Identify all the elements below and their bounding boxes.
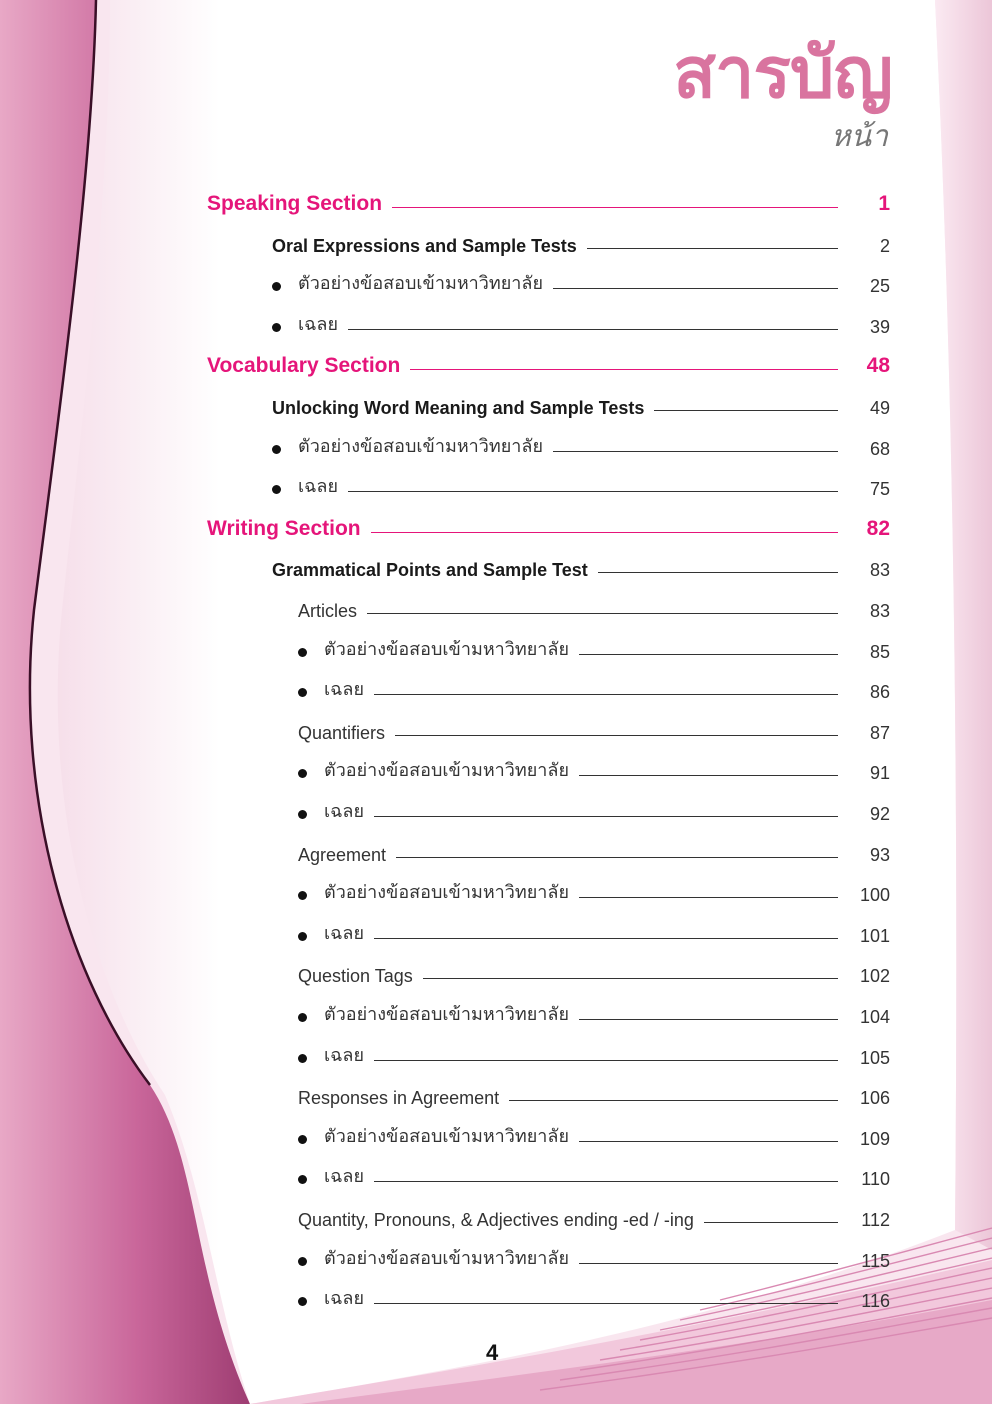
toc-entry-label: Quantifiers xyxy=(298,722,386,743)
leader-line xyxy=(579,654,838,655)
bullet-icon xyxy=(298,932,307,941)
toc-entry-item[interactable] xyxy=(298,1236,890,1272)
leader-line xyxy=(704,1222,838,1223)
toc-entry-item[interactable] xyxy=(298,1276,890,1312)
toc-entry-page: 112 xyxy=(861,1210,890,1230)
toc-entry-label: ตัวอย่างข้อสอบเข้ามหาวิทยาลัย xyxy=(324,760,569,781)
toc-entry-page: 1 xyxy=(878,192,890,215)
leader-line xyxy=(423,978,838,979)
leader-line xyxy=(598,572,838,573)
bullet-icon xyxy=(272,485,281,494)
toc-entry-section[interactable] xyxy=(207,342,890,378)
leader-line xyxy=(348,329,838,330)
leader-line xyxy=(392,207,838,208)
bullet-icon xyxy=(298,769,307,778)
toc-entry-label: Unlocking Word Meaning and Sample Tests xyxy=(272,398,645,418)
toc-entry-section[interactable] xyxy=(207,180,890,216)
bullet-icon xyxy=(298,1054,307,1063)
toc-entry-page: 39 xyxy=(869,316,890,337)
leader-line xyxy=(374,938,838,939)
leader-line xyxy=(410,369,838,370)
toc-entry-label: ตัวอย่างข้อสอบเข้ามหาวิทยาลัย xyxy=(324,1247,569,1268)
bullet-icon xyxy=(272,445,281,454)
bullet-icon xyxy=(298,1297,307,1306)
leader-line xyxy=(579,1263,838,1264)
leader-line xyxy=(396,857,838,858)
toc-entry-label: Speaking Section xyxy=(207,192,383,215)
toc-entry-label: Articles xyxy=(298,601,358,621)
toc-entry-page: 82 xyxy=(866,516,890,540)
toc-entry-label: ตัวอย่างข้อสอบเข้ามหาวิทยาลัย xyxy=(298,435,543,456)
bullet-icon xyxy=(298,1013,307,1022)
toc-entry-label: Responses in Agreement xyxy=(298,1088,500,1109)
toc-entry-page: 83 xyxy=(869,601,890,621)
toc-entry-label: Grammatical Points and Sample Test xyxy=(272,560,588,581)
toc-entry-label: Oral Expressions and Sample Tests xyxy=(272,235,577,256)
toc-entry-label: เฉลย xyxy=(298,313,338,334)
toc-entry-topic[interactable] xyxy=(298,1073,890,1109)
toc-entry-label: ตัวอย่างข้อสอบเข้ามหาวิทยาลัย xyxy=(298,273,543,294)
toc-entry-page: 83 xyxy=(869,560,890,581)
toc-entry-item[interactable] xyxy=(272,464,890,500)
toc-entry-label: Quantity, Pronouns, & Adjectives ending -ed / -ing xyxy=(298,1210,694,1230)
toc-entry-page: 116 xyxy=(861,1291,890,1312)
leader-line xyxy=(579,897,838,898)
toc-entry-item[interactable] xyxy=(298,627,890,663)
leader-line xyxy=(374,816,838,817)
toc-entry-page: 102 xyxy=(859,966,890,987)
page-number: 4 xyxy=(486,1340,499,1365)
toc-entry-label: ตัวอย่างข้อสอบเข้ามหาวิทยาลัย xyxy=(324,882,569,903)
toc-entry-page: 105 xyxy=(859,1047,890,1068)
bullet-icon xyxy=(298,1257,307,1266)
toc-entry-item[interactable] xyxy=(298,748,890,784)
toc-entry-page: 93 xyxy=(869,844,890,865)
toc-entry-section[interactable] xyxy=(207,505,890,541)
toc-entry-topic[interactable] xyxy=(298,830,890,866)
toc-entry-topic[interactable] xyxy=(298,951,890,987)
toc-entry-page: 75 xyxy=(869,479,890,500)
bullet-icon xyxy=(298,1135,307,1144)
page-title: สารบัญ xyxy=(673,32,892,114)
bullet-icon xyxy=(298,891,307,900)
toc-entry-page: 104 xyxy=(859,1007,890,1027)
toc-entry-page: 49 xyxy=(869,398,890,418)
page-column-label: หน้า xyxy=(830,119,888,154)
leader-line xyxy=(553,451,838,452)
toc-entry-label: เฉลย xyxy=(324,801,364,821)
toc-entry-item[interactable] xyxy=(298,789,890,825)
toc-entry-page: 106 xyxy=(859,1088,890,1109)
toc-entry-page: 115 xyxy=(861,1250,890,1271)
toc-entry-label: ตัวอย่างข้อสอบเข้ามหาวิทยาลัย xyxy=(324,1125,569,1146)
bullet-icon xyxy=(298,1175,307,1184)
leader-line xyxy=(374,1060,838,1061)
toc-entry-subsection[interactable] xyxy=(272,545,890,581)
toc-entry-label: Writing Section xyxy=(207,516,361,540)
toc-entry-item[interactable] xyxy=(298,870,890,906)
toc-entry-page: 2 xyxy=(879,235,890,256)
toc-entry-topic[interactable] xyxy=(298,708,890,744)
toc-entry-label: เฉลย xyxy=(324,679,364,700)
leader-line xyxy=(395,735,838,736)
toc-entry-item[interactable] xyxy=(298,1114,890,1150)
toc-entry-topic[interactable] xyxy=(298,1195,890,1231)
toc-entry-item[interactable] xyxy=(298,1154,890,1190)
toc-entry-label: Vocabulary Section xyxy=(207,354,401,378)
bullet-icon xyxy=(298,810,307,819)
toc-entry-item[interactable] xyxy=(298,1033,890,1069)
toc-entry-item[interactable] xyxy=(272,424,890,460)
leader-line xyxy=(348,491,838,492)
toc-entry-page: 85 xyxy=(869,641,890,662)
toc-entry-label: Agreement xyxy=(298,844,387,865)
toc-entry-label: ตัวอย่างข้อสอบเข้ามหาวิทยาลัย xyxy=(324,1004,569,1024)
leader-line xyxy=(509,1100,838,1101)
bullet-icon xyxy=(272,323,281,332)
toc-entry-page: 101 xyxy=(859,925,890,946)
toc-entry-page: 48 xyxy=(866,354,890,378)
leader-line xyxy=(579,775,838,776)
toc-entry-subsection[interactable] xyxy=(272,383,890,419)
leader-line xyxy=(367,613,838,614)
toc-entry-page: 68 xyxy=(869,438,890,459)
bullet-icon xyxy=(272,282,281,291)
toc-entry-subsection[interactable] xyxy=(272,221,890,257)
toc-entry-topic[interactable] xyxy=(298,586,890,622)
toc-entry-page: 92 xyxy=(869,804,890,824)
leader-line xyxy=(374,1303,838,1304)
toc-entry-label: เฉลย xyxy=(324,1166,364,1187)
leader-line xyxy=(579,1141,838,1142)
toc-entry-label: เฉลย xyxy=(324,922,364,943)
toc-entry-label: Question Tags xyxy=(298,966,413,987)
leader-line xyxy=(553,288,838,289)
toc-entry-item[interactable] xyxy=(298,911,890,947)
toc-entry-page: 110 xyxy=(861,1169,890,1190)
toc-entry-label: เฉลย xyxy=(324,1044,364,1065)
toc-entry-page: 87 xyxy=(869,722,890,743)
bullet-icon xyxy=(298,648,307,657)
toc-entry-label: ตัวอย่างข้อสอบเข้ามหาวิทยาลัย xyxy=(324,638,569,659)
toc-entry-page: 25 xyxy=(869,276,890,297)
toc-entry-label: เฉลย xyxy=(298,476,338,497)
leader-line xyxy=(374,694,838,695)
toc-entry-item[interactable] xyxy=(298,992,890,1028)
toc-entry-label: เฉลย xyxy=(324,1288,364,1309)
toc-entry-item[interactable] xyxy=(272,302,890,338)
toc-entry-page: 100 xyxy=(859,885,890,906)
leader-line xyxy=(587,248,838,249)
leader-line xyxy=(374,1181,838,1182)
leader-line xyxy=(654,410,838,411)
toc-entry-item[interactable] xyxy=(272,261,890,297)
leader-line xyxy=(371,532,838,533)
leader-line xyxy=(579,1019,838,1020)
bullet-icon xyxy=(298,688,307,697)
toc-entry-page: 109 xyxy=(859,1128,890,1149)
toc-entry-page: 91 xyxy=(869,763,890,784)
toc-entry-page: 86 xyxy=(869,682,890,703)
toc-entry-item[interactable] xyxy=(298,667,890,703)
